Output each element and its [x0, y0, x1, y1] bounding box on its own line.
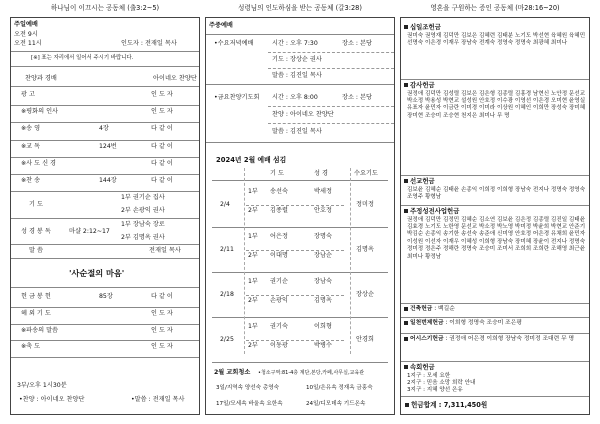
offering-box	[400, 17, 590, 415]
offering-section	[401, 178, 589, 201]
standing-note: [※] 표는 자리에서 일어서 주시기 바랍니다.	[31, 55, 134, 61]
schedule-head-bible: 성 경	[314, 170, 328, 177]
order-row-leader: 다 같 이	[151, 142, 173, 150]
wed-label: •수요저녁예배	[214, 40, 254, 47]
order-row-leader: 인 도 자	[151, 108, 173, 116]
fri-time: 시간 : 오후 8:00	[272, 94, 318, 101]
offering-section-names: 김보윤 김혜순 김태윤 손종익 이희정 이희형 장남숙 전지나 정명숙 정영숙 조영주 황형남	[407, 186, 586, 201]
after-row-item: 헤 외 기 도	[21, 309, 51, 317]
schedule-date: 2/11	[220, 245, 234, 253]
col1-title: 하나님이 이끄시는 공동체 (출3:2~5)	[50, 4, 160, 12]
offering-section	[401, 208, 589, 261]
schedule-head-wed: 수요기도	[354, 170, 378, 177]
wed-time: 시간 : 오후 7:30	[272, 40, 318, 47]
schedule-wed: 장상순	[356, 290, 374, 298]
schedule-wed: 정미정	[356, 200, 374, 208]
word-label: 말 씀	[29, 247, 43, 254]
offering-section-title: 주정성전사업헌금	[410, 207, 460, 215]
schedule-prayer: 손광익	[270, 297, 288, 304]
schedule-bible: 박세정	[314, 188, 332, 195]
midweek-box	[205, 17, 395, 415]
schedule-part: 1부	[248, 233, 258, 240]
offering-section-names: : 권정애 어은경 이희형 장남숙 정미정 조대련 무 명	[443, 336, 575, 342]
offering-section-title: 십일조헌금	[410, 23, 441, 31]
order-row-hymn: 124번	[99, 142, 117, 150]
schedule-prayer: 김종렬	[270, 207, 288, 214]
schedule-bible: 김명옥	[314, 297, 332, 304]
after-row-item: ※축 도	[21, 343, 41, 351]
after-row-leader: 인 도 자	[151, 326, 173, 334]
schedule-part: 2부	[248, 342, 258, 349]
order-row-item: ※평화의 인사	[21, 108, 59, 116]
offering-section	[401, 336, 589, 344]
sermon-title: '사순절의 마음'	[69, 268, 125, 278]
scripture-line-1: 1부 장남숙 장로	[121, 221, 165, 228]
praise-label: 찬양과 경배	[25, 75, 57, 82]
order-row-hymn: 144장	[99, 177, 117, 184]
offering-section-title: 감사헌금	[410, 81, 435, 89]
offering-section	[401, 364, 589, 395]
fri-praise: 찬양 : 아이네오 찬양단	[272, 111, 334, 118]
schedule-wed: 안경희	[356, 335, 374, 343]
fri-place: 장소 : 본당	[342, 94, 372, 101]
offering-section-names: 권미숙 권영재 김덕만 김보은 김혜련 김태분 노기도 박선현 육혜원 육혜민 선명숙 이은경 이재우 장남숙 전계숙 정영숙 정명숙 최광혜 최미나	[407, 32, 586, 47]
col3-title: 영혼을 구원하는 증인 공동체 (마28:16~20)	[430, 4, 560, 12]
order-row-leader: 다 같 이	[151, 159, 173, 167]
schedule-title: 2024년 2월 예배 섬김	[216, 156, 287, 164]
offering-section-title: 어시스기헌금	[410, 336, 444, 342]
schedule-prayer: 권기숙	[270, 323, 288, 330]
prayer-line-1: 1부 권기순 집사	[121, 194, 165, 201]
worship-order-box	[10, 17, 200, 415]
schedule-prayer: 송선숙	[270, 188, 288, 195]
wed-place: 장소 : 본당	[342, 40, 372, 47]
col2-title: 성령님의 인도하심을 받는 공동체 (갈3:28)	[238, 4, 362, 12]
cleaning-title: 2월 교회청소	[214, 369, 251, 376]
order-row-item: ※송 영	[21, 125, 41, 133]
service-time-1: 오전 9시	[14, 31, 38, 38]
after-row-item: ※파송의 말씀	[21, 326, 59, 334]
offering-section-names: 권정애 김덕만 김정민 김혜순 김소연 김보윤 김은정 김종렬 김진일 김태윤 김효경 노기도 노한영 문선교 박소정 박노영 박미정 박윤희 박현교 안준기 박김순 손종익 송기한 송선숙 송준애 신미영 안호정 어은경 유채희 윤민자 이성원 이선자 이재우 이혜성 이희형 장남숙 장미혜 장윤이 전지나 정명숙 정미정 정은주 정해란 정명숙 조승미 조미서 조희희 조희란 조해영 최근윤 최미나 황정남	[407, 216, 586, 260]
order-row-item: ※교 독	[21, 142, 41, 150]
offering-section-title: 건축헌금	[410, 306, 433, 312]
order-row-hymn: 4장	[99, 125, 109, 133]
schedule-date: 2/4	[220, 200, 230, 208]
third-service-time: 3부/오후 1시30분	[17, 382, 67, 389]
schedule-part: 2부	[248, 207, 258, 214]
prayer-label: 기 도	[29, 201, 43, 208]
offering-section	[401, 306, 589, 314]
schedule-date: 2/18	[220, 290, 234, 298]
offering-section	[401, 320, 589, 328]
schedule-part: 1부	[248, 323, 258, 330]
schedule-bible: 장남숙	[314, 278, 332, 285]
cleaning-desc: •청소구역:81-4층 계단,본당,카페,사무실,교육관	[258, 370, 365, 376]
schedule-part: 2부	[248, 297, 258, 304]
cleaning-item-2: 10일/은유속 정재옥 금홍숙	[306, 385, 373, 391]
leader-line: 인도자 : 전재일 목사	[121, 40, 177, 47]
offering-section	[401, 82, 589, 120]
order-row-leader: 다 같 이	[151, 177, 173, 184]
third-service-word: •말씀 : 전재일 목사	[131, 396, 185, 403]
schedule-bible: 박병수	[314, 342, 332, 349]
schedule-prayer: 권기순	[270, 278, 288, 285]
scripture-ref: 마샬 2:12~17	[69, 228, 110, 235]
after-row-leader: 인 도 자	[151, 343, 173, 351]
schedule-date: 2/25	[220, 335, 234, 343]
prayer-line-2: 2부 손광익 권사	[121, 207, 165, 214]
schedule-bible: 안호정	[314, 207, 332, 214]
offering-section-title: 선교헌금	[410, 177, 435, 185]
total-label: 헌금합계	[411, 401, 437, 409]
total-value: 7,311,450원	[443, 401, 488, 409]
total-line: 헌금합계 : 7,311,450원	[405, 402, 487, 410]
cleaning-item-3: 17일/모세속 바울속 요한속	[216, 401, 283, 407]
order-row-item: ※사 도 신 경	[21, 159, 56, 167]
after-row-leader: 다 같 이	[151, 293, 173, 300]
schedule-prayer: 어은정	[270, 233, 288, 240]
schedule-part: 1부	[248, 188, 258, 195]
schedule-bible: 이희형	[314, 323, 332, 330]
order-row-leader: 다 같 이	[151, 125, 173, 133]
order-row-leader: 인 도 자	[151, 91, 173, 98]
order-row-item: 광 고	[21, 91, 35, 98]
schedule-prayer: 이동광	[270, 342, 288, 349]
word-preacher: 전재일 목사	[149, 247, 181, 254]
offering-section-names: : 이희형 정명숙 조승미 조은평	[443, 320, 522, 326]
third-service-praise: •찬양 : 아이네오 찬양단	[19, 396, 85, 403]
after-row-item: 헌 금 봉 헌	[21, 293, 51, 300]
fri-word: 말씀 : 김진일 목사	[272, 128, 322, 135]
offering-section-title: 속회헌금	[410, 363, 435, 371]
schedule-bible: 장남순	[314, 252, 332, 259]
cleaning-item-4: 24일/디모데속 기드온속	[306, 401, 366, 407]
schedule-part: 1부	[248, 278, 258, 285]
offering-section-names: 권정애 김덕만 김성렬 김보은 김은형 김종렬 김홍경 남현신 노안정 문선교 박소정 박용성 박현교 설성원 안호정 이수광 이영선 이은경 오미현 윤영실 유표자 윤민자 이금란 이미경 이미라 이상원 이혜인 이희만 장성숙 장미혜 장미현 조승미 조승현 천지은 최미나 무 명	[407, 90, 586, 119]
midweek-label: 주중예배	[209, 22, 233, 29]
scripture-label: 성 경 봉 독	[21, 228, 51, 235]
service-time-2: 오전 11시	[14, 40, 42, 47]
scripture-line-2: 2부 김명옥 권사	[121, 234, 165, 241]
fri-label: •금요찬양기도회	[214, 94, 260, 101]
order-row-item: ※찬 송	[21, 177, 41, 184]
praise-team: 아이네오 찬양단	[153, 75, 197, 82]
sunday-worship-label: 주일예배	[14, 21, 38, 28]
after-row-leader: 인 도 자	[151, 309, 173, 317]
schedule-prayer: 이대명	[270, 252, 288, 259]
after-row-hymn: 85장	[99, 293, 113, 300]
offering-section-title: 일천번제헌금	[410, 320, 444, 326]
schedule-bible: 장명숙	[314, 233, 332, 240]
wed-word: 말씀 : 김진일 목사	[272, 72, 322, 79]
offering-section	[401, 24, 589, 47]
schedule-head-prayer: 기 도	[270, 170, 284, 177]
wed-prayer: 기도 : 장상순 권사	[272, 56, 322, 63]
cleaning-item-1: 3일/지역속 양선숙 총영숙	[216, 385, 280, 391]
offering-section-names: : 백길순	[432, 306, 455, 312]
offering-section-names: 1지구 : 모세 요한 2지구 : 믿음 소망 희락 안내 3지구 : 지혜 양선 은유	[407, 372, 476, 394]
schedule-part: 2부	[248, 252, 258, 259]
schedule-wed: 김명옥	[356, 245, 374, 253]
